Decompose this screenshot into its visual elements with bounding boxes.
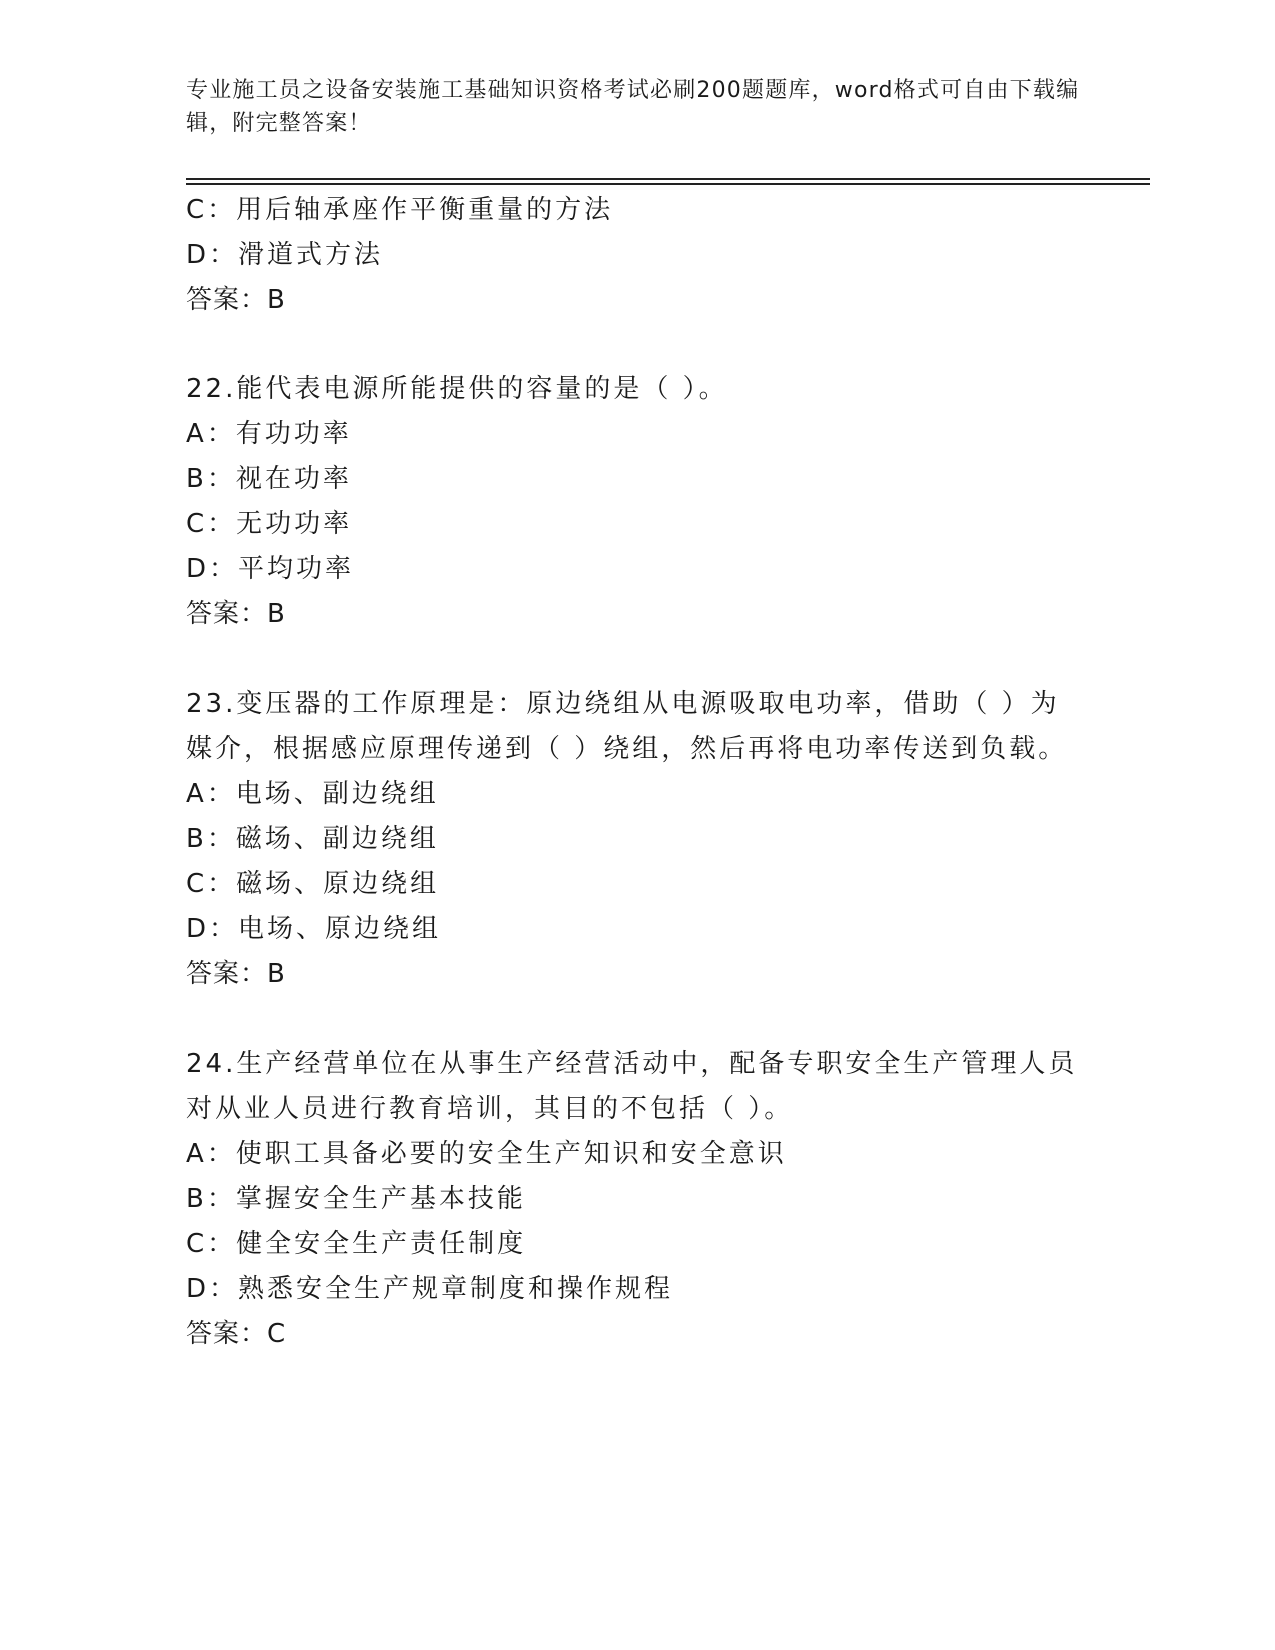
- q23-stem-line2: 媒介，根据感应原理传递到（ ）绕组，然后再将电功率传送到负载。: [186, 734, 1068, 764]
- prev-option-c: C：用后轴承座作平衡重量的方法: [186, 195, 614, 225]
- q24-stem-line1: 24.生产经营单位在从事生产经营活动中，配备专职安全生产管理人员: [186, 1049, 1078, 1079]
- q24-option-d: D：熟悉安全生产规章制度和操作规程: [186, 1274, 674, 1304]
- q22-answer: 答案：B: [186, 599, 286, 629]
- q24-answer: 答案：C: [186, 1319, 287, 1349]
- q23-option-d: D：电场、原边绕组: [186, 914, 442, 944]
- prev-option-d: D：滑道式方法: [186, 240, 384, 270]
- q23-option-a: A：电场、副边绕组: [186, 779, 439, 809]
- document-header: 专业施工员之设备安装施工基础知识资格考试必刷200题题库，word格式可自由下载编辑，附完整答案！: [186, 78, 1080, 136]
- q23-option-c: C：磁场、原边绕组: [186, 869, 440, 899]
- q22-option-b: B：视在功率: [186, 464, 352, 494]
- q24-option-a: A：使职工具备必要的安全生产知识和安全意识: [186, 1139, 787, 1169]
- q23-option-b: B：磁场、副边绕组: [186, 824, 439, 854]
- q22-stem: 22.能代表电源所能提供的容量的是（ ）。: [186, 374, 728, 404]
- q23-answer: 答案：B: [186, 959, 286, 989]
- q22-option-c: C：无功功率: [186, 509, 353, 539]
- q24-stem-line2: 对从业人员进行教育培训，其目的不包括（ ）。: [186, 1094, 794, 1124]
- header-divider-top: [186, 178, 1150, 180]
- q24-option-b: B：掌握安全生产基本技能: [186, 1184, 526, 1214]
- prev-answer: 答案：B: [186, 285, 286, 315]
- q22-option-d: D：平均功率: [186, 554, 355, 584]
- q23-stem-line1: 23.变压器的工作原理是：原边绕组从电源吸取电功率，借助（ ）为: [186, 689, 1060, 719]
- q24-option-c: C：健全安全生产责任制度: [186, 1229, 527, 1259]
- q22-option-a: A：有功功率: [186, 419, 352, 449]
- header-divider-bottom: [186, 183, 1150, 185]
